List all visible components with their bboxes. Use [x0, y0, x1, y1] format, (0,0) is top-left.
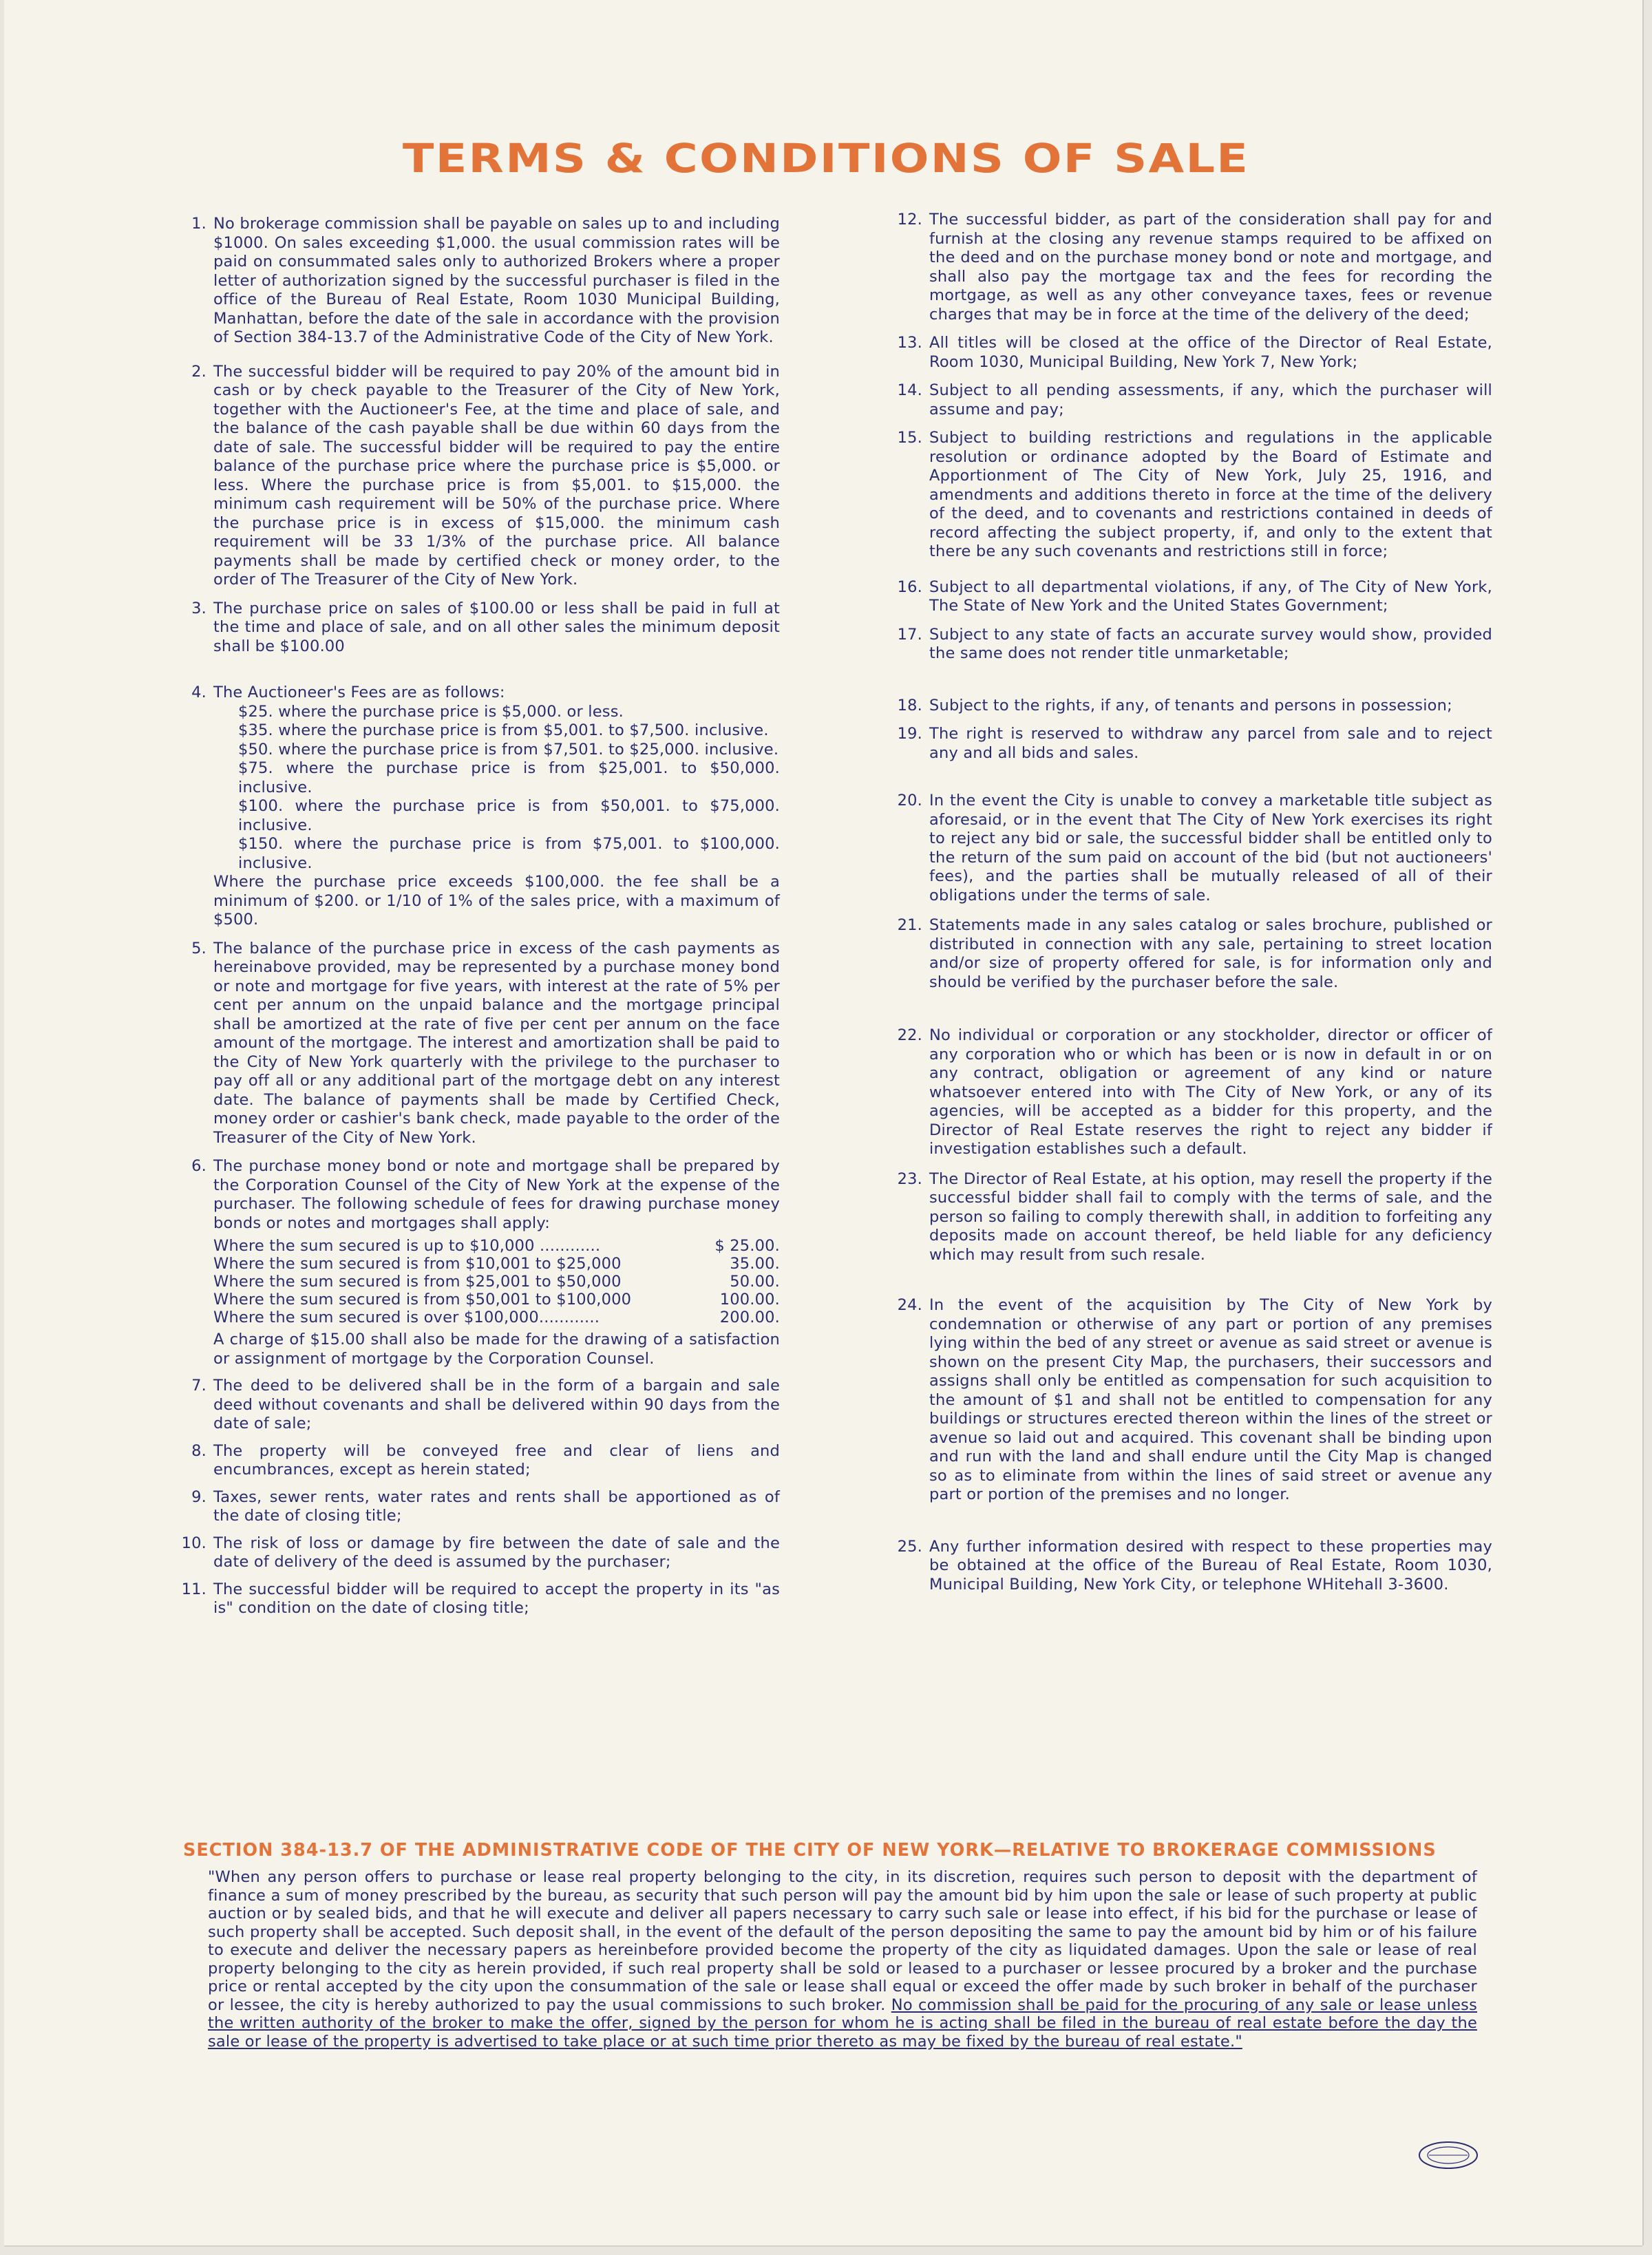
left-column [171, 215, 780, 1618]
fee-line: $75. where the purchase price is from $25,001. to $50,000. inclusive. [238, 759, 780, 796]
fee-line: $35. where the purchase price is from $5,001. to $7,500. inclusive. [238, 721, 769, 739]
term-item-14: 14. Subject to all pending assessments, if any, which the purchaser will assume and pay; [897, 381, 1492, 419]
section-quote [208, 1868, 1477, 2051]
term-item-3: 3. The purchase price on sales of $100.00 or less shall be paid in full at the time and place of sale, and on all other sales the minimum deposit shall be $100.00 [191, 599, 780, 655]
table-row: Where the sum secured is up to $10,000 ............ $ 25.00. [213, 1237, 780, 1255]
term-item-13: 13. All titles will be closed at the office of the Director of Real Estate, Room 1030, Municipal Building, New York 7, New York; [897, 334, 1492, 371]
printer-union-logo-icon [1418, 2141, 1479, 2170]
term-item-15: 15. Subject to building restrictions and regulations in the applicable resolution or ordinance adopted by the Board of Estimate and Apportionment of The City of New York, July 25, 1916, and amendments and additions thereto in force at the time of the delivery of the deed, and to covenants and restrictions contained in deeds of record affecting the subject property, if, and only to the extent that there be any such covenants and restrictions still in force; [897, 429, 1492, 560]
term-item-24: 24. In the event of the acquisition by The City of New York by condemnation or otherwise of any part or portion of any premises lying within the bed of any street or avenue as said street or avenue is shown on the present City Map, the purchasers, their successors and assigns shall only be entitled as compensation for such acquisition to the amount of $1 and shall not be entitled to compensation for any buildings or structures erected thereon within the lines of the street or avenue so laid out and acquired. This covenant shall be binding upon and run with the land and shall endure until the City Map is changed so as to eliminate from within the lines of said street or avenue any part or portion of the premises and no longer. [897, 1296, 1492, 1503]
term-item-23: 23. The Director of Real Estate, at his option, may resell the property if the successful bidder shall fail to comply with the terms of sale, and the person so failing to comply therewith shall, in addition to forfeiting any deposits made on account thereof, be held liable for any deficiency which may result from such resale. [897, 1169, 1492, 1264]
term-item-18: 18. Subject to the rights, if any, of tenants and persons in possession; [897, 696, 1452, 714]
term-item-4: 4. The Auctioneer's Fees are as follows: $25. where the purchase price is $5,000. or less. $35. where the purchase price is from $5,001. to $7,500. inclusive. $50. where the purchase price is from $7,501. to $25,000. inclusive. $75. where the purchase price is from $25,001. to $50,000. inclusive. $100. where the purchase price is from $50,001. to $75,000. inclusive. $150. where the purchase price is from $75,001. to $100,000. inclusive. Where the purchase price exceeds $100,000. the fee shall be a minimum of $200. or 1/10 of 1% of the sales price, with a maximum of $500. [191, 684, 780, 929]
table-row: Where the sum secured is over $100,000............ 200.00. [213, 1309, 780, 1326]
term-item-16: 16. Subject to all departmental violations, if any, of The City of New York, The State of New York and the United States Government; [897, 578, 1492, 615]
term-item-11: 11. The successful bidder will be required to accept the property in its "as is" condition on the date of closing title; [181, 1580, 780, 1617]
term-item-22: 22. No individual or corporation or any stockholder, director or officer of any corporation who or which has been or is now in default in or on any contract, obligation or agreement of any kind or nature whatsoever entered into with The City of New York, or any of its agencies, will be accepted as a bidder for this property, and the Director of Real Estate reserves the right to reject any bidder if investigation establishes such a default. [897, 1026, 1492, 1158]
term-item-21: 21. Statements made in any sales catalog or sales brochure, published or distributed in connection with any sale, pertaining to street location and/or size of property offered for sale, is for information only and should be verified by the purchaser before the sale. [897, 916, 1492, 991]
fee-line: $25. where the purchase price is $5,000. or less. [238, 702, 624, 721]
fee-note: Where the purchase price exceeds $100,000. the fee shall be a minimum of $200. or 1/10 of 1% of the sales price, with a maximum of $500. [213, 873, 780, 929]
term-item-6: 6. The purchase money bond or note and mortgage shall be prepared by the Corporation Counsel of the City of New York at the expense of the purchaser. The following schedule of fees for drawing purchase money bonds or notes and mortgages shall apply: Where the sum secured is up to $10,000 ............ $ 25.00. Where the sum secured is from $10,001 to $25,000 35.00. Where the sum secured is from $25,001 to $50,000 50.00. Where the sum secured is from $50,001 to $100,000 100.00. Where the sum secured is over $100,000............ 200.00. A charge of $15.00 shall also be made for the drawing of a satisfaction or assignment of mortgage by the Corporation Counsel. [191, 1157, 780, 1368]
section-quote-text: "When any person offers to purchase or lease real property belonging to the city, in its discretion, requires such person to deposit with the department of finance a sum of money prescribed by the bureau, as security that such person will pay the amount bid by him upon the sale or lease of such property at public auction or by sealed bids, and that he will execute and deliver all papers necessary to carry such sale or lease into effect, if his bid for the purchase or lease of such property shall be accepted. Such deposit shall, in the event of the default of the person depositing the same to pay the amount bid by him or of his failure to execute and deliver the necessary papers as hereinbefore provided become the property of the city as liquidated damages. Upon the sale or lease of real property belonging to the city as herein provided, if such real property shall be sold or leased to a purchaser or lessee procured by a broker and the purchase price or rental accepted by the city upon the consummation of the sale or lease shall equal or exceed the offer made by such broker in behalf of the purchaser or lessee, the city is hereby authorized to pay the usual commissions to such broker. [208, 1868, 1477, 2014]
right-column [887, 211, 1492, 1594]
term-item-20: 20. In the event the City is unable to convey a marketable title subject as aforesaid, or in the event that The City of New York exercises its right to reject any bid or sale, the successful bidder shall be entitled only to the return of the sum paid on account of the bid (but not auctioneers' fees), and the parties shall be mutually released of all of their obligations under the terms of sale. [897, 792, 1492, 904]
table-row: Where the sum secured is from $10,001 to $25,000 35.00. [213, 1255, 780, 1273]
fee-line: $150. where the purchase price is from $75,001. to $100,000. inclusive. [238, 835, 780, 872]
fee-schedule-table [213, 1237, 780, 1326]
section-quote-underlined: No commission shall be paid for the procuring of any sale or lease unless the written authority of the broker to make the offer, signed by the person for whom he is acting shall be filed in the bureau of real estate before the day the sale or lease of the property is advertised to take place or at such time prior thereto as may be fixed by the bureau of real estate." [208, 1995, 1478, 2051]
table-row: Where the sum secured is from $50,001 to $100,000 100.00. [213, 1291, 780, 1309]
term-item-17: 17. Subject to any state of facts an accurate survey would show, provided the same does not render title unmarketable; [897, 625, 1492, 662]
table-row: Where the sum secured is from $25,001 to $50,000 50.00. [213, 1273, 780, 1291]
term-item-9: 9. Taxes, sewer rents, water rates and rents shall be apportioned as of the date of closing title; [191, 1488, 780, 1525]
schedule-note: A charge of $15.00 shall also be made for the drawing of a satisfaction or assignment of mortgage by the Corporation Counsel. [213, 1331, 780, 1368]
term-item-5: 5. The balance of the purchase price in excess of the cash payments as hereinabove provided, may be represented by a purchase money bond or note and mortgage for five years, with interest at the rate of 5% per cent per annum on the unpaid balance and the mortgage principal shall be amortized at the rate of five per cent per annum on the face amount of the mortgage. The interest and amortization shall be paid to the City of New York quarterly with the privilege to the purchaser to pay off all or any additional part of the mortgage debt on any interest date. The balance of payments shall be made by Certified Check, money order or cashier's bank check, made payable to the order of the Treasurer of the City of New York. [191, 939, 780, 1147]
term-item-8: 8. The property will be conveyed free and clear of liens and encumbrances, except as herein stated; [191, 1441, 780, 1479]
term-item-25: 25. Any further information desired with respect to these properties may be obtained at the office of the Bureau of Real Estate, Room 1030, Municipal Building, New York City, or telephone WHitehall 3-3600. [897, 1537, 1492, 1594]
term-item-19: 19. The right is reserved to withdraw any parcel from sale and to reject any and all bids and sales. [897, 725, 1492, 762]
term-item-2: 2. The successful bidder will be required to pay 20% of the amount bid in cash or by check payable to the Treasurer of the City of New York, together with the Auctioneer's Fee, at the time and place of sale, and the balance of the cash payable shall be due within 60 days from the date of sale. The successful bidder will be required to pay the entire balance of the purchase price where the purchase price is $5,000. or less. Where the purchase price is from $5,001. to $15,000. the minimum cash requirement will be 50% of the purchase price. Where the purchase price is in excess of $15,000. the minimum cash requirement will be 33 1/3% of the purchase price. All balance payments shall be made by certified check or money order, to the order of The Treasurer of the City of New York. [191, 362, 780, 589]
term-item-1: 1. No brokerage commission shall be payable on sales up to and including $1000. On sales exceeding $1,000. the usual commission rates will be paid on consummated sales only to authorized Brokers where a proper letter of authorization signed by the successful purchaser is filed in the office of the Bureau of Real Estate, Room 1030 Municipal Building, Manhattan, before the date of the sale in accordance with the provision of Section 384-13.7 of the Administrative Code of the City of New York. [191, 215, 780, 346]
term-item-12: 12. The successful bidder, as part of the consideration shall pay for and furnish at the closing any revenue stamps required to be affixed on the deed and on the purchase money bond or note and mortgage, and shall also pay the mortgage tax and the fees for recording the mortgage, as well as any other conveyance taxes, fees or revenue charges that may be in force at the time of the delivery of the deed; [897, 211, 1492, 324]
term-item-10: 10. The risk of loss or damage by fire between the date of sale and the date of delivery of the deed is assumed by the purchaser; [181, 1534, 780, 1571]
fee-line: $50. where the purchase price is from $7,501. to $25,000. inclusive. [238, 740, 779, 759]
fee-line: $100. where the purchase price is from $50,001. to $75,000. inclusive. [238, 797, 780, 834]
section-heading: SECTION 384-13.7 OF THE ADMINISTRATIVE CODE OF THE CITY OF NEW YORK—RELATIVE TO BROKERAGE COMMISSIONS [183, 1840, 1437, 1861]
page-title: TERMS & CONDITIONS OF SALE [402, 135, 1250, 182]
term-item-7: 7. The deed to be delivered shall be in the form of a bargain and sale deed without covenants and shall be delivered within 90 days from the date of sale; [191, 1377, 780, 1432]
